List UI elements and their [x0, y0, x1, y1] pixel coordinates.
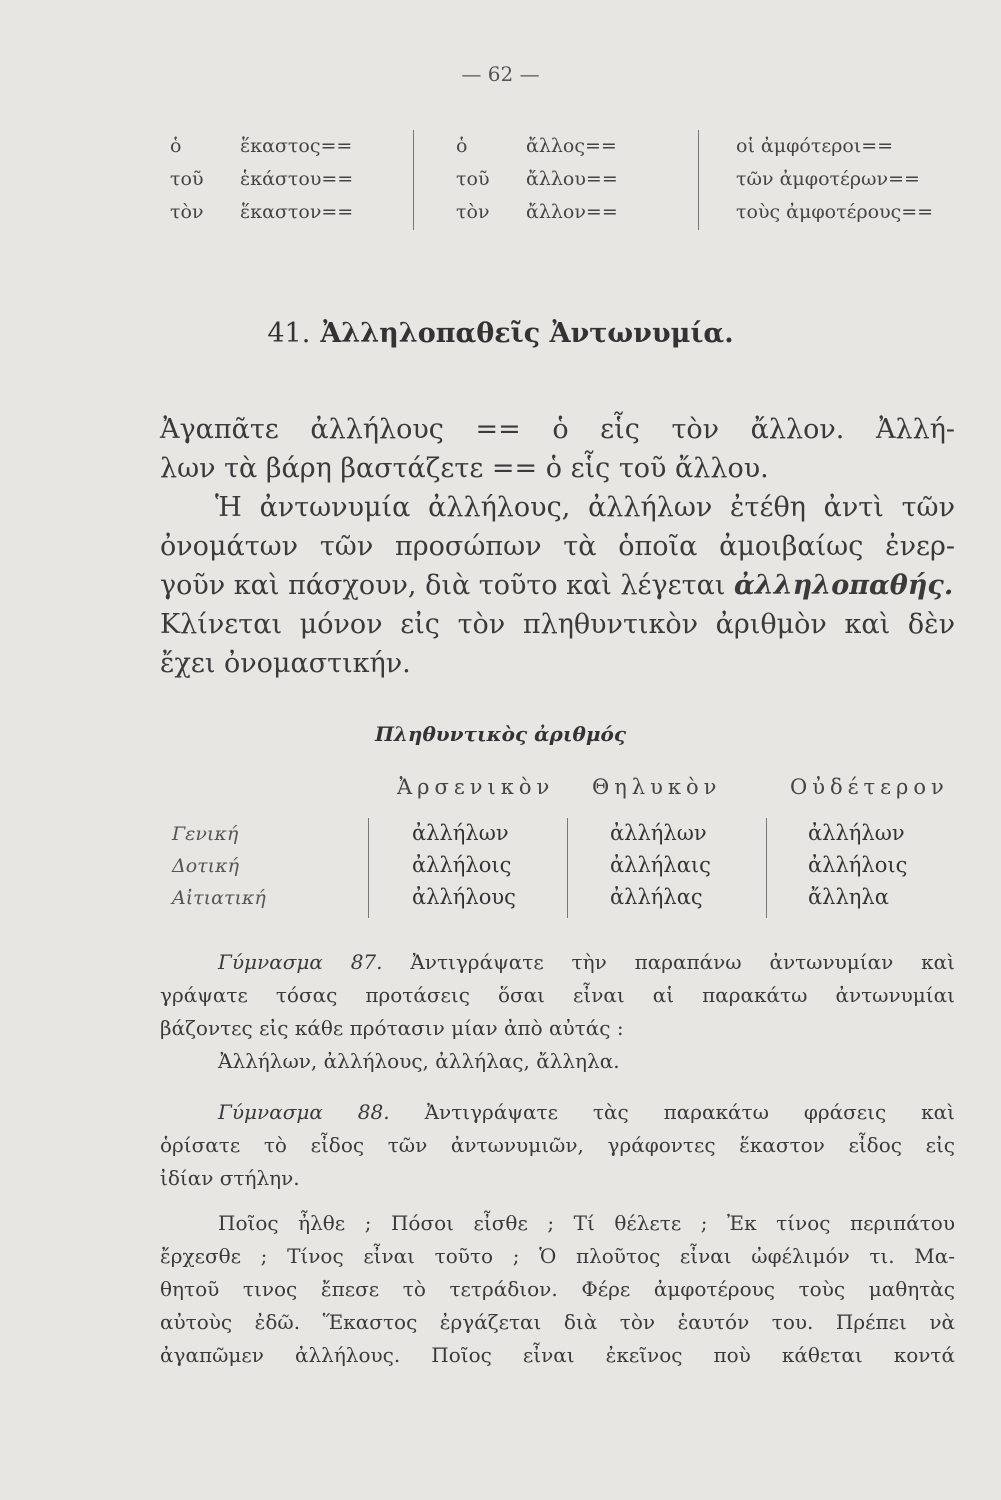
form-dative-neuter: ἀλλήλοις	[808, 853, 908, 877]
pronoun-form: ἕκαστον==	[240, 201, 354, 223]
header-feminine: Θηλυκὸν	[592, 775, 722, 799]
table-row	[170, 196, 353, 229]
column-divider	[368, 818, 369, 918]
form-genitive-feminine: ἀλλήλων	[610, 821, 707, 845]
table-row: τοὺς ἀμφοτέρους==	[736, 201, 934, 223]
text-line: Ποῖος ἦλθε ; Πόσοι εἶσθε ; Τί θέλετε ; Ἐκ τίνος περιπάτου	[218, 1211, 955, 1235]
text-line: ὁρίσατε τὸ εἶδος τῶν ἀντωνυμιῶν, γράφοντες ἕκαστον εἶδος εἰς	[160, 1133, 955, 1157]
pronoun-form: ἑκάστου==	[240, 168, 354, 190]
form-accusative-feminine: ἀλλήλας	[610, 885, 703, 909]
text-line: Κλίνεται μόνον εἰς τὸν πληθυντικὸν ἀριθμὸν καὶ δὲν	[160, 609, 955, 640]
pronoun-form: ἄλλον==	[526, 201, 618, 223]
section-heading	[0, 318, 1001, 349]
bold-term: ἀλληλοπαθής.	[734, 570, 954, 601]
form-genitive-masculine: ἀλλήλων	[412, 821, 509, 845]
exercise-87	[160, 946, 955, 1078]
text-line-part: γοῦν καὶ πάσχουν, διὰ τοῦτο καὶ λέγεται	[160, 570, 726, 601]
text-line: Ἀλλήλων, ἀλλήλους, ἀλλήλας, ἄλληλα.	[218, 1049, 620, 1073]
form-genitive-neuter: ἀλλήλων	[808, 821, 905, 845]
text-line: Ἀγαπᾶτε ἀλλήλους == ὁ εἷς τὸν ἄλλον. Ἀλλή-	[160, 414, 955, 445]
article: ὁ	[456, 135, 468, 157]
text-line: ὀνομάτων τῶν προσώπων τὰ ὁποῖα ἀμοιβαίως ἐνερ-	[160, 531, 955, 562]
form-accusative-masculine: ἀλλήλους	[412, 885, 516, 909]
pronoun-form: ἕκαστος==	[240, 135, 353, 157]
column-divider	[766, 818, 767, 918]
table-row: τῶν ἀμφοτέρων==	[736, 168, 920, 190]
exercise-label: Γύμνασμα 87.	[218, 950, 383, 974]
text-line: βάζοντες εἰς κάθε πρότασιν μίαν ἀπὸ αὐτάς :	[160, 1016, 624, 1040]
article: τὸν	[456, 201, 490, 223]
article: τοῦ	[170, 168, 204, 190]
column-amphoteroi	[736, 130, 933, 229]
header-masculine: Ἀρσενικὸν	[397, 775, 555, 799]
column-allos	[456, 130, 618, 229]
text-line: Ἡ ἀντωνυμία ἀλλήλους, ἀλλήλων ἐτέθη ἀντὶ τῶν	[215, 492, 955, 523]
table-row	[456, 130, 618, 163]
form-dative-feminine: ἀλλήλαις	[610, 853, 711, 877]
text-line: θητοῦ τινος ἔπεσε τὸ τετράδιον. Φέρε ἀμφοτέρους τοὺς μαθητὰς	[160, 1277, 955, 1301]
pronoun-form: ἄλλος==	[526, 135, 617, 157]
case-genitive: Γενική	[172, 823, 239, 845]
text-line	[160, 566, 955, 605]
article: τὸν	[170, 201, 204, 223]
explanation-paragraph	[160, 410, 955, 683]
text-line: ἔρχεσθε ; Τίνος εἶναι τοῦτο ; Ὁ πλοῦτος εἶναι ὠφέλιμόν τι. Μα-	[160, 1244, 955, 1268]
text-line: γράψατε τόσας προτάσεις ὅσαι εἶναι αἱ παρακάτω ἀντωνυμίαι	[160, 983, 955, 1007]
exercise-label: Γύμνασμα 88.	[218, 1100, 390, 1124]
text-line: λων τὰ βάρη βαστάζετε == ὁ εἷς τοῦ ἄλλου.	[160, 453, 769, 484]
section-title: Ἀλληλοπαθεῖς Ἀντωνυμία.	[320, 318, 734, 349]
case-accusative: Αἰτιατική	[172, 887, 266, 909]
article: ὁ	[170, 135, 182, 157]
text-line	[160, 946, 955, 979]
text-line: αὐτοὺς ἐδῶ. Ἕκαστος ἐργάζεται διὰ τὸν ἑαυτόν του. Πρέπει νὰ	[160, 1310, 955, 1334]
column-divider	[413, 130, 414, 230]
case-dative: Δοτική	[172, 855, 239, 877]
column-divider	[567, 818, 568, 918]
exercise-88	[160, 1096, 955, 1372]
page-number: — 62 —	[461, 62, 540, 86]
section-number: 41.	[267, 318, 311, 349]
article: τοῦ	[456, 168, 490, 190]
text-line: ἀγαπῶμεν ἀλλήλους. Ποῖος εἶναι ἐκεῖνος ποὺ κάθεται κοντά	[160, 1343, 955, 1367]
text-line-part: Ἀντιγράψατε τὰς παρακάτω φράσεις καὶ	[424, 1100, 955, 1124]
text-line-part: Ἀντιγράψατε τὴν παραπάνω ἀντωνυμίαν καὶ	[410, 950, 955, 974]
declension-title: Πληθυντικὸς ἀριθμός	[374, 722, 627, 746]
table-row: οἱ ἀμφότεροι==	[736, 135, 894, 157]
form-accusative-neuter: ἄλληλα	[808, 885, 889, 909]
text-line: ἰδίαν στήλην.	[160, 1166, 300, 1190]
text-line: ἔχει ὀνομαστικήν.	[160, 648, 411, 679]
table-row	[170, 163, 353, 196]
text-line	[160, 1096, 955, 1129]
column-divider	[698, 130, 699, 230]
header-neuter: Οὐδέτερον	[790, 775, 949, 799]
table-row	[456, 196, 618, 229]
pronoun-form: ἄλλου==	[526, 168, 618, 190]
form-dative-masculine: ἀλλήλοις	[412, 853, 512, 877]
pronoun-comparison-table	[170, 130, 960, 235]
table-row	[170, 130, 353, 163]
column-ekastos	[170, 130, 353, 229]
table-row	[456, 163, 618, 196]
